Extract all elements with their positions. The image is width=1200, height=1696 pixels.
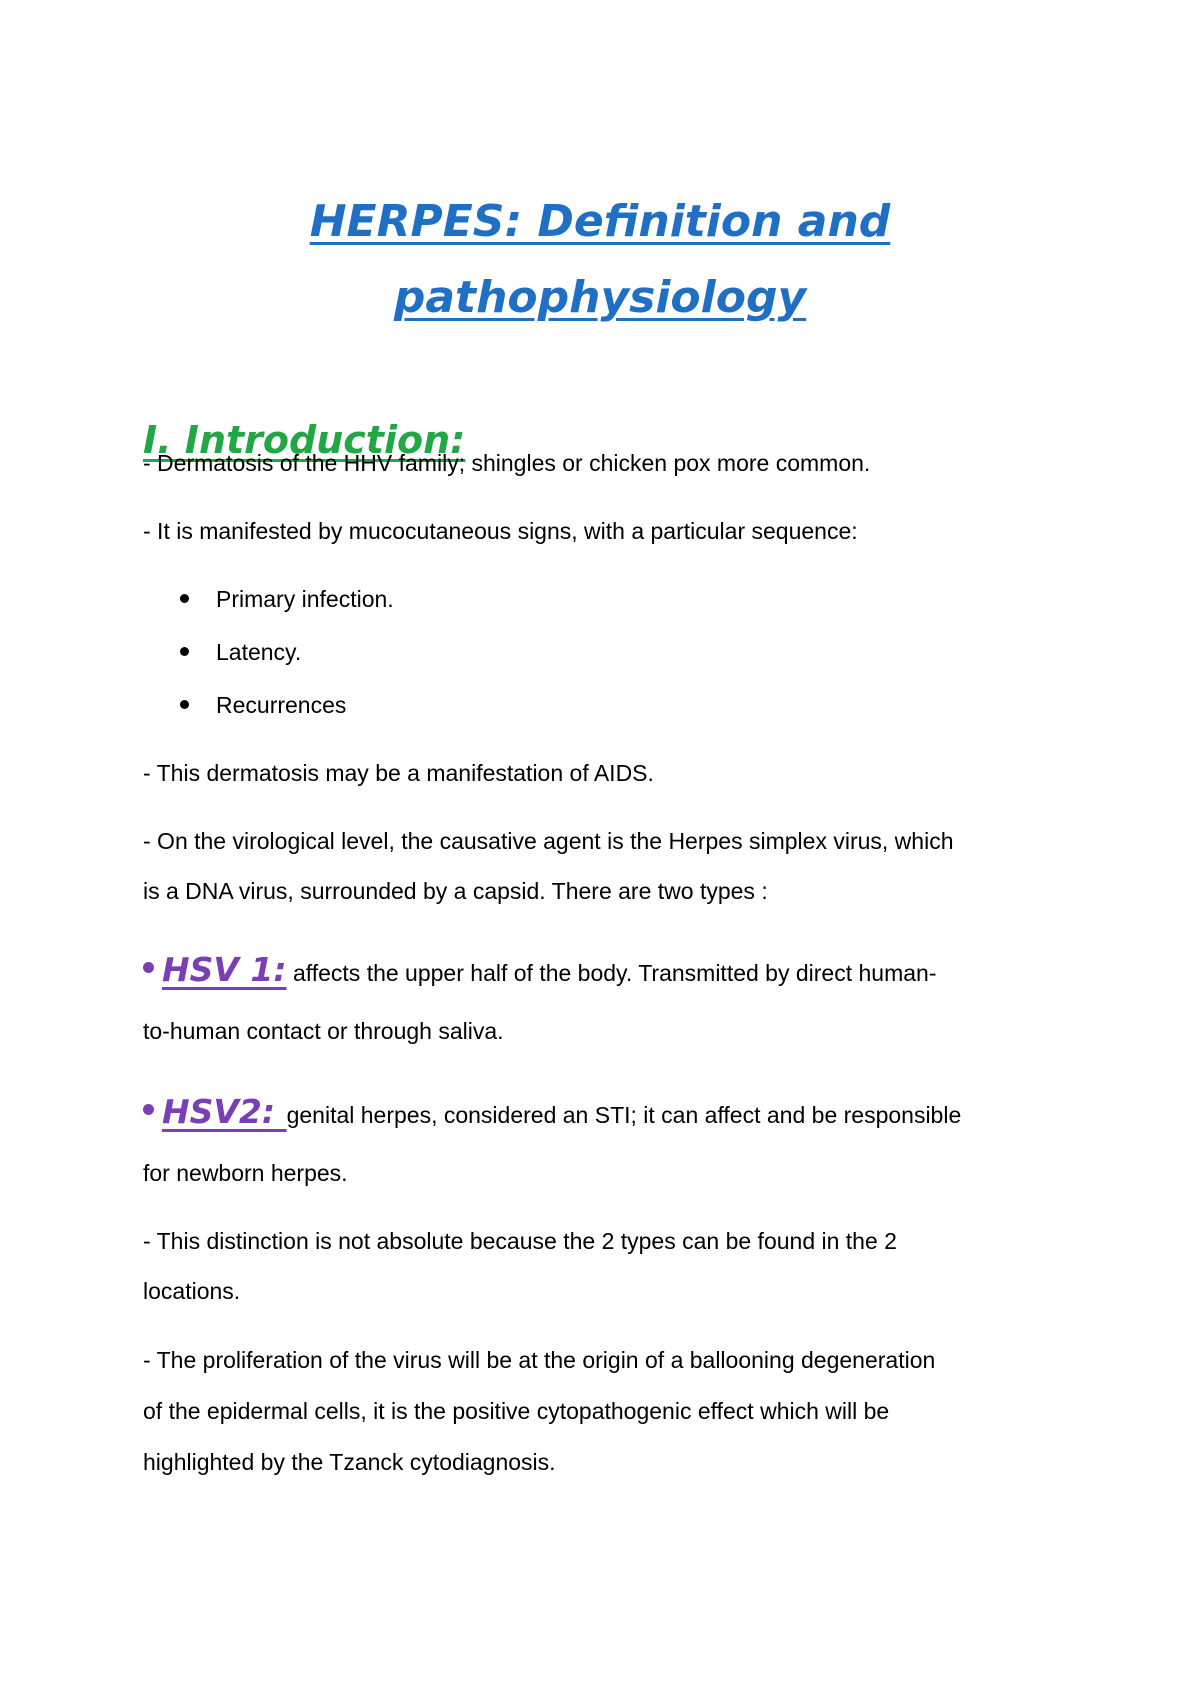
paragraph-hsv2-line-2: for newborn herpes. xyxy=(143,1160,348,1186)
bullet-dot-icon xyxy=(180,700,189,709)
paragraph-proliferation-line-2: of the epidermal cells, it is the positive cytopathogenic effect which will be xyxy=(143,1398,890,1424)
bullet-text: Latency. xyxy=(216,639,302,665)
document-title-line-2: pathophysiology xyxy=(393,272,807,323)
paragraph-manifestation: - It is manifested by mucocutaneous signs, with a particular sequence: xyxy=(143,518,858,544)
purple-bullet-icon xyxy=(143,962,154,973)
bullet-item-primary-infection xyxy=(180,574,394,625)
paragraph-hsv1-line-2: to-human contact or through saliva. xyxy=(143,1018,504,1044)
section-heading-introduction: I. Introduction: xyxy=(143,418,466,462)
bullet-item-latency xyxy=(180,627,301,678)
paragraph-aids: - This dermatosis may be a manifestation of AIDS. xyxy=(143,760,654,786)
hsv1-label xyxy=(143,950,287,989)
paragraph-distinction-line-1: - This distinction is not absolute because the 2 types can be found in the 2 xyxy=(143,1228,897,1254)
hsv1-text: affects the upper half of the body. Transmitted by direct human- xyxy=(286,960,937,986)
bullet-text: Primary infection. xyxy=(216,586,394,612)
paragraph-proliferation-line-3: highlighted by the Tzanck cytodiagnosis. xyxy=(143,1449,556,1475)
paragraph-proliferation-line-1: - The proliferation of the virus will be at the origin of a ballooning degeneration xyxy=(143,1347,936,1373)
paragraph-hsv2-line-1 xyxy=(143,1086,1083,1141)
bullet-dot-icon xyxy=(180,594,189,603)
paragraph-virological-line-2: is a DNA virus, surrounded by a capsid. There are two types : xyxy=(143,878,768,904)
bullet-text: Recurrences xyxy=(216,692,347,718)
paragraph-dermatosis: - Dermatosis of the HHV family; shingles or chicken pox more common. xyxy=(143,450,871,476)
hsv2-label xyxy=(143,1092,287,1131)
hsv1-label-text: HSV 1: xyxy=(162,950,287,989)
bullet-dot-icon xyxy=(180,647,189,656)
hsv2-label-text: HSV2: xyxy=(162,1092,287,1131)
document-title-line-1: HERPES: Definition and xyxy=(309,196,891,247)
hsv2-text: genital herpes, considered an STI; it can affect and be responsible xyxy=(286,1102,962,1128)
purple-bullet-icon xyxy=(143,1104,154,1115)
paragraph-virological-line-1: - On the virological level, the causative agent is the Herpes simplex virus, which xyxy=(143,828,954,854)
paragraph-distinction-line-2: locations. xyxy=(143,1278,241,1304)
paragraph-hsv1-line-1 xyxy=(143,944,1083,999)
bullet-item-recurrences xyxy=(180,680,346,731)
